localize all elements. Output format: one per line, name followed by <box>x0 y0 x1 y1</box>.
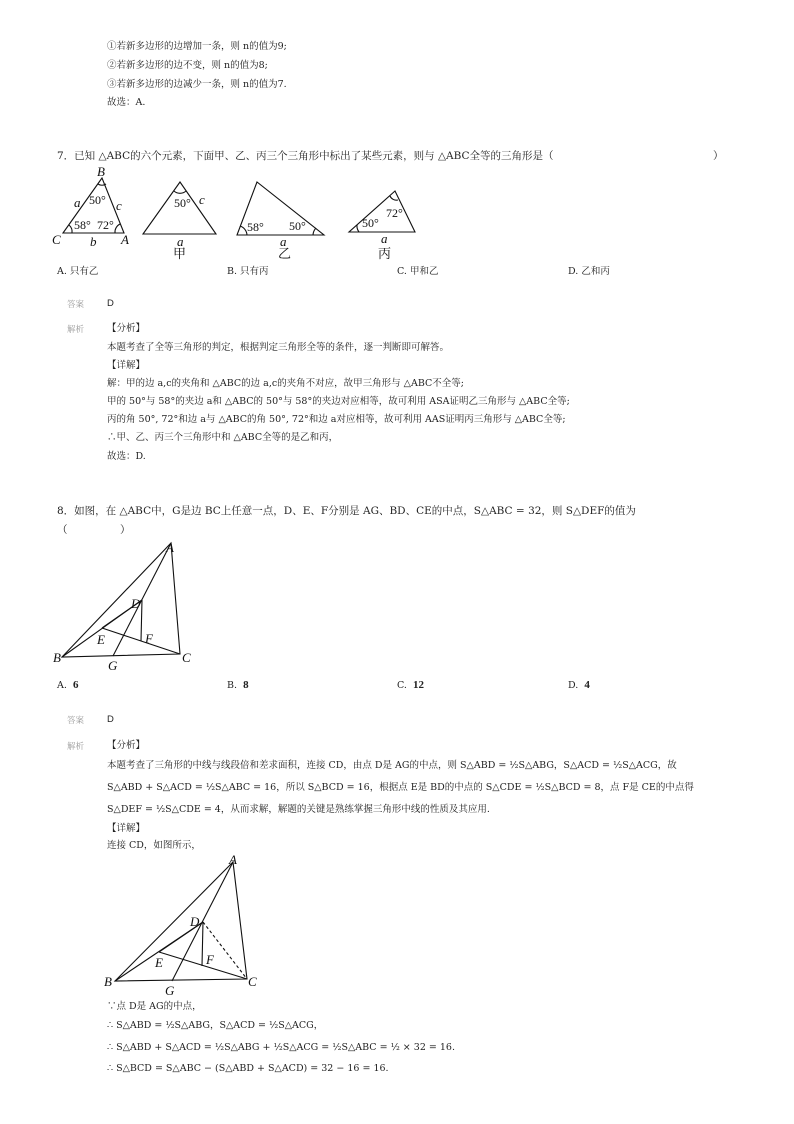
q7-option-d-label: D. <box>568 266 579 277</box>
q8-line-df <box>141 600 142 641</box>
q8-solution-figure <box>100 850 270 996</box>
arc-yi-2 <box>313 228 316 235</box>
jia-name: 甲 <box>173 246 187 261</box>
q7-option-c-text: 甲和乙 <box>409 266 439 277</box>
q8-analysis-line-1: 【分析】 <box>107 740 146 751</box>
q8-option-b[interactable] <box>227 679 249 691</box>
yi-angle-2: 50° <box>289 219 306 233</box>
q8-label-f: F <box>145 631 153 646</box>
yi-name: 乙 <box>278 246 292 261</box>
q7-analysis-line-3: 【详解】 <box>107 360 146 371</box>
q8-paren: （ ） <box>57 524 131 536</box>
q7-option-a-label: A. <box>57 266 67 277</box>
q8-option-a[interactable] <box>57 679 78 691</box>
bing-angle-1: 50° <box>362 216 379 230</box>
abc-label-b: B <box>97 164 105 179</box>
q7-analysis-line-7: ∴甲、乙、丙三个三角形中和 △ABC全等的是乙和丙， <box>107 432 339 443</box>
jia-side-c: c <box>199 192 205 207</box>
abc-label-c: C <box>52 232 61 247</box>
q8-solution-line-4: ∴ S△BCD = S△ABC − (S△ABD + S△ACD) = 32 − 16 = 16. <box>107 1063 389 1074</box>
arc-b <box>98 184 106 185</box>
sol-label-a: A <box>229 852 237 867</box>
q7-answer: D <box>107 298 114 309</box>
yi-side-a: a <box>280 234 287 249</box>
q8-label-c: C <box>182 650 191 665</box>
q7-stem: 7．已知 △ABC的六个元素，下面甲、乙、丙三个三角形中标出了某些元素，则与 △ABC全等的三角形是（ <box>57 150 554 162</box>
q8-answer: D <box>107 714 114 725</box>
sol-label-f: F <box>206 952 214 967</box>
arc-yi-1 <box>240 226 247 235</box>
prev-line-2: ②若新多边形的边不变，则 n的值为8; <box>107 60 268 71</box>
abc-side-a: a <box>74 195 81 210</box>
sol-label-c: C <box>248 974 257 989</box>
abc-angle-b: 50° <box>89 193 106 207</box>
q8-answer-tag: 答案 <box>67 716 85 726</box>
q8-analysis-line-2: 本题考查了三角形的中线与线段倍和差求面积，连接 CD，由点 D是 AG的中点，则 S△ABD = ½S△ABG，S△ACD = ½S△ACG，故 <box>107 760 677 771</box>
q8-option-c-label: C. <box>397 680 407 691</box>
q8-label-a: A <box>166 540 174 555</box>
abc-angle-a: 72° <box>97 218 114 232</box>
q7-option-d[interactable] <box>568 263 610 277</box>
q7-option-c[interactable] <box>397 263 439 277</box>
bing-name: 丙 <box>378 246 392 261</box>
jia-side-a: a <box>177 234 184 249</box>
sol-line-cd-dashed <box>203 922 247 979</box>
q7-analysis-line-8: 故选：D. <box>107 451 146 462</box>
q8-analysis-line-5: 【详解】 <box>107 823 146 834</box>
q8-label-b: B <box>53 650 61 665</box>
q8-figure <box>50 536 210 678</box>
abc-side-c: c <box>116 198 122 213</box>
q7-option-d-text: 乙和丙 <box>581 266 610 277</box>
q7-analysis-line-5: 甲的 50°与 58°的夹边 a和 △ABC的 50°与 58°的夹边对应相等，故可利用 ASA证明乙三角形与 △ABC全等; <box>107 396 570 407</box>
q8-option-a-label: A. <box>57 680 67 691</box>
q7-option-a-text: 只有乙 <box>69 266 99 277</box>
q8-analysis-line-3: S△ABD + S△ACD = ½S△ABC = 16，所以 S△BCD = 16，根据点 E是 BD的中点的 S△CDE = ½S△BCD = 8，点 F是 CE的中点得 <box>107 782 694 793</box>
q7-option-c-label: C. <box>397 266 407 277</box>
prev-line-3: ③若新多边形的边减少一条，则 n的值为7. <box>107 79 287 90</box>
sol-line-ce <box>159 952 247 979</box>
q7-option-a[interactable] <box>57 263 98 277</box>
jia-angle: 50° <box>174 196 191 210</box>
sol-label-d: D <box>190 914 200 929</box>
abc-angle-c: 58° <box>74 218 91 232</box>
bing-side-a: a <box>381 231 388 246</box>
abc-side-b: b <box>90 234 97 249</box>
sol-label-g: G <box>165 983 175 996</box>
q8-analysis-tag: 解析 <box>67 742 85 752</box>
q7-analysis-line-4: 解：甲的边 a,c的夹角和 △ABC的边 a,c的夹角不对应，故甲三角形与 △ABC不全等; <box>107 378 464 389</box>
sol-line-df <box>202 922 203 966</box>
q8-option-d-label: D. <box>568 680 579 691</box>
arc-a <box>115 224 120 233</box>
q7-analysis-tag: 解析 <box>67 325 85 335</box>
q8-option-c[interactable] <box>397 679 424 691</box>
arc-bing-2 <box>390 196 398 200</box>
q8-option-b-value: 8 <box>243 679 249 691</box>
tri-bing <box>349 191 415 232</box>
yi-angle-1: 58° <box>247 220 264 234</box>
arc-jia <box>174 191 186 193</box>
q8-option-d[interactable] <box>568 679 590 691</box>
q7-paren-close: ） <box>713 150 724 162</box>
q7-option-b-label: B. <box>227 266 238 277</box>
sol-label-b: B <box>104 974 112 989</box>
q8-label-e: E <box>97 632 105 647</box>
q7-analysis-line-1: 【分析】 <box>107 323 146 334</box>
q8-line-ag <box>113 543 171 656</box>
q8-option-c-value: 12 <box>413 679 424 691</box>
q8-solution-line-3: ∴ S△ABD + S△ACD = ½S△ABG + ½S△ACG = ½S△ABC = ½ × 32 = 16. <box>107 1042 455 1053</box>
bing-angle-2: 72° <box>386 206 403 220</box>
q7-answer-tag: 答案 <box>67 300 85 310</box>
q8-label-d: D <box>131 596 141 611</box>
q8-label-g: G <box>108 658 118 673</box>
q7-figure <box>50 164 430 262</box>
prev-line-4: 故选：A. <box>107 97 146 108</box>
q8-solution-line-1: ∵点 D是 AG的中点， <box>107 1001 202 1012</box>
q8-analysis-line-4: S△DEF = ½S△CDE = 4，从而求解，解题的关键是熟练掌握三角形中线的性质及其应用. <box>107 804 490 815</box>
q8-option-a-value: 6 <box>72 679 79 691</box>
arc-bing-1 <box>357 225 359 232</box>
sol-label-e: E <box>155 955 163 970</box>
q7-option-b-text: 只有丙 <box>240 266 269 277</box>
q7-option-b[interactable] <box>227 263 269 277</box>
q7-analysis-line-2: 本题考查了全等三角形的判定，根据判定三角形全等的条件，逐一判断即可解答。 <box>107 342 450 353</box>
q7-analysis-line-6: 丙的角 50°, 72°和边 a与 △ABC的角 50°, 72°和边 a对应相等，故可利用 AAS证明丙三角形与 △ABC全等; <box>107 414 566 425</box>
q8-analysis-line-6: 连接 CD，如图所示， <box>107 840 201 851</box>
prev-line-1: ①若新多边形的边增加一条，则 n的值为9; <box>107 41 287 52</box>
arc-c <box>69 225 72 233</box>
q8-option-d-value: 4 <box>584 679 590 691</box>
q8-solution-line-2: ∴ S△ABD = ½S△ABG，S△ACD = ½S△ACG， <box>107 1020 324 1031</box>
q8-option-b-label: B. <box>227 680 238 691</box>
abc-label-a: A <box>121 232 129 247</box>
q8-stem: 8．如图，在 △ABC中，G是边 BC上任意一点，D、E、F分别是 AG、BD、CE的中点，S△ABC = 32，则 S△DEF的值为 <box>57 505 636 517</box>
